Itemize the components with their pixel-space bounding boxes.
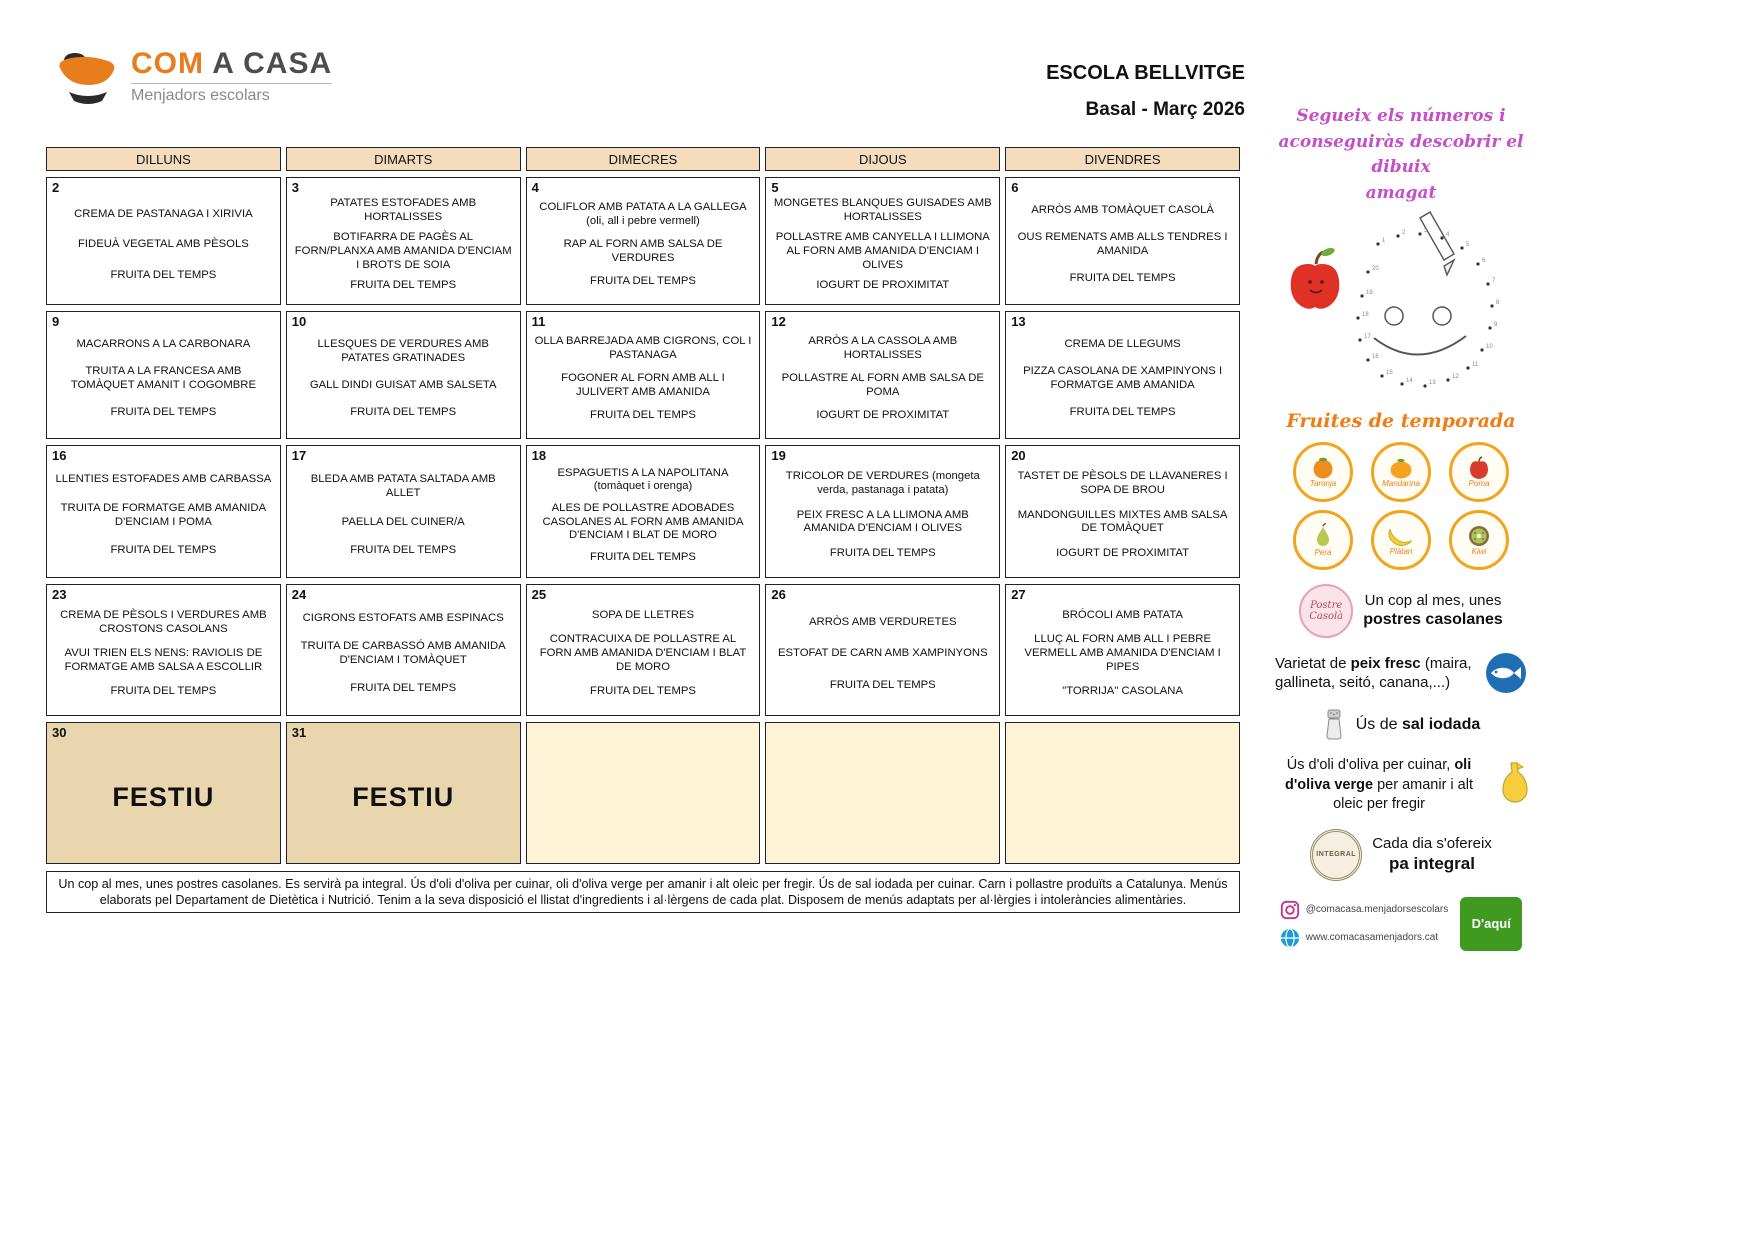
day-number: 12: [771, 314, 786, 329]
pencil-icon: [1420, 212, 1454, 275]
info-sidebar: [1256, 104, 1546, 951]
svg-text:15: 15: [1386, 370, 1393, 376]
menu-item: FRUITA DEL TEMPS: [350, 543, 457, 556]
day-number: 13: [1011, 314, 1026, 329]
day-number: 27: [1011, 587, 1026, 602]
menu-item: MACARRONS A LA CARBONARA: [76, 338, 251, 351]
day-number: 11: [531, 314, 546, 329]
menu-item: FOGONER AL FORN AMB ALL I JULIVERT AMB AMANIDA: [561, 372, 725, 398]
menu-item: OUS REMENATS AMB ALLS TENDRES I AMANIDA: [1017, 231, 1228, 257]
calendar-empty-cell: [526, 722, 761, 864]
fruit-taronja: Taronja: [1293, 442, 1353, 502]
apple-icon: [1465, 456, 1493, 480]
day-number: 26: [771, 587, 786, 602]
seasonal-fruits: [1293, 442, 1509, 570]
fish-icon: [1485, 652, 1527, 694]
menu-item: FRUITA DEL TEMPS: [590, 409, 696, 422]
festiu-label: FESTIU: [352, 781, 455, 812]
puzzle-line-1: Segueix els números i: [1296, 106, 1506, 126]
menu-item: CREMA DE LLEGUMS: [1064, 338, 1181, 351]
calendar-day-30: [46, 722, 281, 864]
menu-item: IOGURT DE PROXIMITAT: [1056, 547, 1190, 560]
calendar-day-13: [1005, 311, 1240, 439]
menu-item: FRUITA DEL TEMPS: [350, 278, 457, 291]
connect-dots-puzzle: [1270, 210, 1532, 402]
postres-text: Un cop al mes, unes postres casolanes: [1363, 591, 1503, 629]
menu-item: FRUITA DEL TEMPS: [110, 406, 217, 418]
day-header-dimarts: DIMARTS: [286, 147, 521, 171]
menu-item: COLIFLOR AMB PATATA A LA GALLEGA (oli, all i pebre vermell): [539, 200, 747, 227]
menu-item: CREMA DE PÈSOLS I VERDURES AMB CROSTONS CASOLANS: [60, 608, 267, 635]
mandarin-icon: [1387, 456, 1415, 480]
day-number: 4: [531, 180, 539, 195]
oli-row: [1265, 756, 1537, 815]
logo-subtitle: Menjadors escolars: [131, 83, 332, 105]
puzzle-line-3: amagat: [1365, 182, 1437, 203]
menu-item: FRUITA DEL TEMPS: [590, 550, 696, 563]
menu-item: ESPAGUETIS A LA NAPOLITANA (tomàquet i orenga): [557, 466, 729, 493]
menu-item: TRUITA DE CARBASSÓ AMB AMANIDA D'ENCIAM I TOMÀQUET: [300, 640, 506, 666]
calendar-day-6: [1005, 177, 1240, 305]
day-number: 31: [291, 725, 307, 740]
menu-item: MONGETES BLANQUES GUISADES AMB HORTALISSES: [773, 197, 992, 224]
fruit-kiwi: Kiwi: [1449, 510, 1509, 570]
menu-item: IOGURT DE PROXIMITAT: [816, 409, 950, 422]
day-number: 6: [1011, 180, 1019, 195]
menu-item: FRUITA DEL TEMPS: [110, 268, 217, 281]
fruit-platan: Plàtan: [1371, 510, 1431, 570]
puzzle-line-2: aconseguiràs descobrir el dibuix: [1278, 131, 1524, 177]
calendar-day-2: [46, 177, 281, 305]
menu-item: FRUITA DEL TEMPS: [110, 543, 217, 556]
calendar-day-11: [526, 311, 761, 439]
menu-item: PATATES ESTOFADES AMB HORTALISSES: [330, 197, 477, 224]
instagram-icon: [1280, 900, 1300, 920]
day-header-dimecres: DIMECRES: [526, 147, 761, 171]
day-number: 18: [531, 448, 547, 463]
menu-item: AVUI TRIEN ELS NENS: RAVIOLIS DE FORMATGE AMB SALSA A ESCOLLIR: [64, 647, 263, 673]
postres-row: [1265, 584, 1537, 638]
svg-text:19: 19: [1366, 290, 1373, 296]
menu-item: ESTOFAT DE CARN AMB XAMPINYONS: [777, 647, 988, 660]
day-number: 10: [291, 314, 307, 329]
day-number: 3: [291, 180, 300, 195]
sal-text: Ús de sal iodada: [1355, 716, 1481, 733]
calendar-day-17: [286, 445, 521, 578]
menu-item: CREMA DE PASTANAGA I XIRIVIA: [74, 207, 253, 220]
website-url: www.comacasamenjadors.cat: [1305, 932, 1439, 944]
day-number: 16: [52, 448, 67, 463]
calendar-day-12: [765, 311, 1000, 439]
calendar-day-5: [765, 177, 1000, 305]
menu-item: FRUITA DEL TEMPS: [350, 682, 457, 694]
menu-item: LLESQUES DE VERDURES AMB PATATES GRATINADES: [317, 338, 489, 364]
calendar-day-25: [526, 584, 761, 716]
calendar-day-27: [1005, 584, 1240, 716]
svg-text:14: 14: [1406, 378, 1413, 384]
svg-text:11: 11: [1472, 362, 1479, 368]
menu-item: PIZZA CASOLANA DE XAMPINYONS I FORMATGE AMB AMANIDA: [1023, 365, 1223, 391]
svg-text:17: 17: [1364, 334, 1371, 340]
fruit-poma: Poma: [1449, 442, 1509, 502]
social-links: [1261, 897, 1541, 951]
menu-item: TRUITA A LA FRANCESA AMB TOMÀQUET AMANIT I COGOMBRE: [70, 365, 256, 391]
calendar-grid: [46, 147, 1240, 864]
menu-item: MANDONGUILLES MIXTES AMB SALSA DE TOMÀQUET: [1017, 508, 1228, 535]
seasonal-fruits-title: Fruites de temporada: [1286, 410, 1516, 432]
menu-item: CIGRONS ESTOFATS AMB ESPINACS: [302, 612, 504, 625]
calendar-day-20: [1005, 445, 1240, 578]
festiu-label: FESTIU: [112, 781, 215, 812]
peix-text: Varietat de peix fresc (maira, gallineta, seitó, canana,...): [1275, 654, 1472, 691]
calendar-empty-cell: [765, 722, 1000, 864]
svg-text:7: 7: [1492, 278, 1496, 284]
menu-item: FIDEUÀ VEGETAL AMB PÈSOLS: [78, 238, 249, 251]
calendar-day-10: [286, 311, 521, 439]
menu-title: Basal - Març 2026: [1085, 99, 1245, 120]
instagram-row: [1280, 900, 1448, 920]
calendar-day-4: [526, 177, 761, 305]
menu-item: POLLASTRE AMB CANYELLA I LLIMONA AL FORN AMB AMANIDA D'ENCIAM I OLIVES: [775, 231, 990, 271]
menu-item: TRICOLOR DE VERDURES (mongeta verda, pastanaga i patata): [785, 470, 980, 496]
calendar-day-19: [765, 445, 1000, 578]
day-number: 23: [52, 587, 67, 602]
pear-icon: [1309, 523, 1337, 549]
menu-item: TRUITA DE FORMATGE AMB AMANIDA D'ENCIAM I POMA: [60, 501, 267, 528]
menu-item: BLEDA AMB PATATA SALTADA AMB ALLET: [310, 473, 496, 500]
menu-item: FRUITA DEL TEMPS: [1069, 406, 1176, 418]
svg-text:5: 5: [1466, 242, 1470, 248]
svg-text:3: 3: [1424, 228, 1428, 234]
menu-item: POLLASTRE AL FORN AMB SALSA DE POMA: [781, 372, 984, 398]
salt-shaker-icon: [1322, 708, 1346, 742]
day-number: 24: [291, 587, 307, 602]
menu-item: PEIX FRESC A LA LLIMONA AMB AMANIDA D'ENCIAM I OLIVES: [796, 508, 969, 535]
footer-note: Un cop al mes, unes postres casolanes. Es servirà pa integral. Ús d'oli d'oliva per cuinar, oli d'oliva verge per amanir i alt oleic per fregir. Ús de sal iodada per cuinar. Carn i pollastre produïts a Catalunya. Menús elaborats pel Departament de Dietètica i Nutrició. Tenim a la seva disposició el llistat d'ingredients i al·lèrgens de cada plat. Disposem de menús adaptats per al·lèrgies i intoleràncies alimentàries.: [46, 871, 1240, 913]
oil-bottle-icon: [1497, 761, 1531, 809]
menu-item: FRUITA DEL TEMPS: [110, 685, 217, 698]
menu-item: OLLA BARREJADA AMB CIGRONS, COL I PASTANAGA: [534, 334, 752, 361]
svg-text:10: 10: [1486, 344, 1493, 350]
sal-row: [1265, 708, 1537, 742]
svg-text:6: 6: [1482, 258, 1486, 264]
menu-item: FRUITA DEL TEMPS: [350, 406, 457, 418]
website-row: [1280, 928, 1448, 948]
svg-text:16: 16: [1372, 354, 1379, 360]
logo-wordmark: COM A CASA: [131, 47, 333, 80]
menu-item: SOPA DE LLETRES: [591, 608, 695, 621]
menu-item: IOGURT DE PROXIMITAT: [816, 278, 950, 291]
calendar-day-23: [46, 584, 281, 716]
day-header-dijous: DIJOUS: [765, 147, 1000, 171]
menu-item: CONTRACUIXA DE POLLASTRE AL FORN AMB AMANIDA D'ENCIAM I BLAT DE MORO: [539, 633, 747, 673]
menu-item: FRUITA DEL TEMPS: [829, 678, 936, 691]
daqui-logo: D'aquí: [1460, 897, 1522, 951]
day-number: 2: [52, 180, 60, 195]
day-number: 9: [52, 314, 60, 329]
oli-text: Ús d'oli d'oliva per cuinar, oli d'oliva verge per amanir i alt oleic per fregir: [1284, 757, 1473, 813]
school-header: [800, 62, 1245, 121]
day-number: 25: [531, 587, 547, 602]
day-number: 30: [52, 725, 67, 740]
calendar-day-18: [526, 445, 761, 578]
svg-text:1: 1: [1382, 238, 1386, 244]
fruit-mandarina: Mandarina: [1371, 442, 1431, 502]
svg-text:13: 13: [1429, 380, 1436, 386]
instagram-handle: @comacasa.menjadorsescolars: [1305, 904, 1449, 916]
menu-item: "TORRIJA" CASOLANA: [1062, 685, 1183, 698]
calendar-day-3: [286, 177, 521, 305]
calendar-day-16: [46, 445, 281, 578]
menu-item: FRUITA DEL TEMPS: [829, 547, 936, 560]
menu-item: PAELLA DEL CUINER/A: [341, 515, 465, 528]
menu-item: FRUITA DEL TEMPS: [1069, 272, 1176, 284]
school-name: ESCOLA BELLVITGE: [1046, 62, 1245, 84]
menu-item: BOTIFARRA DE PAGÈS AL FORN/PLANXA AMB AMANIDA D'ENCIAM I BROTS DE SOIA: [294, 231, 512, 271]
kiwi-icon: [1465, 524, 1493, 548]
menu-item: RAP AL FORN AMB SALSA DE VERDURES: [563, 238, 723, 264]
calendar-day-24: [286, 584, 521, 716]
day-number: 19: [771, 448, 786, 463]
orange-icon: [1309, 456, 1337, 480]
fruit-pera: Pera: [1293, 510, 1353, 570]
menu-item: TASTET DE PÈSOLS DE LLAVANERES I SOPA DE BROU: [1017, 470, 1228, 496]
day-number: 20: [1011, 448, 1026, 463]
svg-text:9: 9: [1494, 322, 1498, 328]
pa-row: [1265, 829, 1537, 881]
day-header-divendres: DIVENDRES: [1005, 147, 1240, 171]
menu-item: BRÓCOLI AMB PATATA: [1062, 608, 1183, 621]
svg-text:4: 4: [1446, 232, 1450, 238]
svg-text:2: 2: [1402, 230, 1406, 236]
svg-text:12: 12: [1452, 374, 1459, 380]
calendar: [46, 147, 1240, 864]
puzzle-instructions: [1256, 104, 1546, 206]
menu-item: LLENTIES ESTOFADES AMB CARBASSA: [55, 473, 272, 486]
menu-item: ALES DE POLLASTRE ADOBADES CASOLANES AL FORN AMB AMANIDA D'ENCIAM I BLAT DE MORO: [542, 501, 744, 542]
menu-item: FRUITA DEL TEMPS: [590, 685, 696, 698]
globe-icon: [1280, 928, 1300, 948]
postre-casola-badge: Postre Casolà: [1299, 584, 1353, 638]
calendar-day-9: [46, 311, 281, 439]
menu-item: ARRÒS A LA CASSOLA AMB HORTALISSES: [808, 334, 958, 361]
svg-text:20: 20: [1372, 266, 1379, 272]
menu-item: LLUÇ AL FORN AMB ALL I PEBRE VERMELL AMB AMANIDA D'ENCIAM I PIPES: [1024, 633, 1221, 673]
menu-item: ARRÒS AMB TOMÀQUET CASOLÀ: [1031, 204, 1214, 217]
menu-item: GALL DINDI GUISAT AMB SALSETA: [309, 379, 497, 391]
calendar-empty-cell: [1005, 722, 1240, 864]
logo-bowl-icon: [55, 48, 121, 106]
calendar-day-26: [765, 584, 1000, 716]
menu-item: ARRÒS AMB VERDURETES: [809, 615, 957, 628]
day-number: 5: [771, 180, 779, 195]
calendar-day-31: [286, 722, 521, 864]
menu-item: FRUITA DEL TEMPS: [590, 275, 696, 288]
day-header-dilluns: DILLUNS: [46, 147, 281, 171]
svg-text:8: 8: [1496, 300, 1500, 306]
com-a-casa-logo: [55, 48, 332, 106]
banana-icon: [1386, 524, 1416, 548]
day-number: 17: [291, 448, 307, 463]
integral-badge: INTEGRAL: [1310, 829, 1362, 881]
pa-text: Cada dia s'ofereix pa integral: [1372, 834, 1492, 874]
svg-text:18: 18: [1362, 312, 1369, 318]
peix-row: [1265, 652, 1537, 694]
